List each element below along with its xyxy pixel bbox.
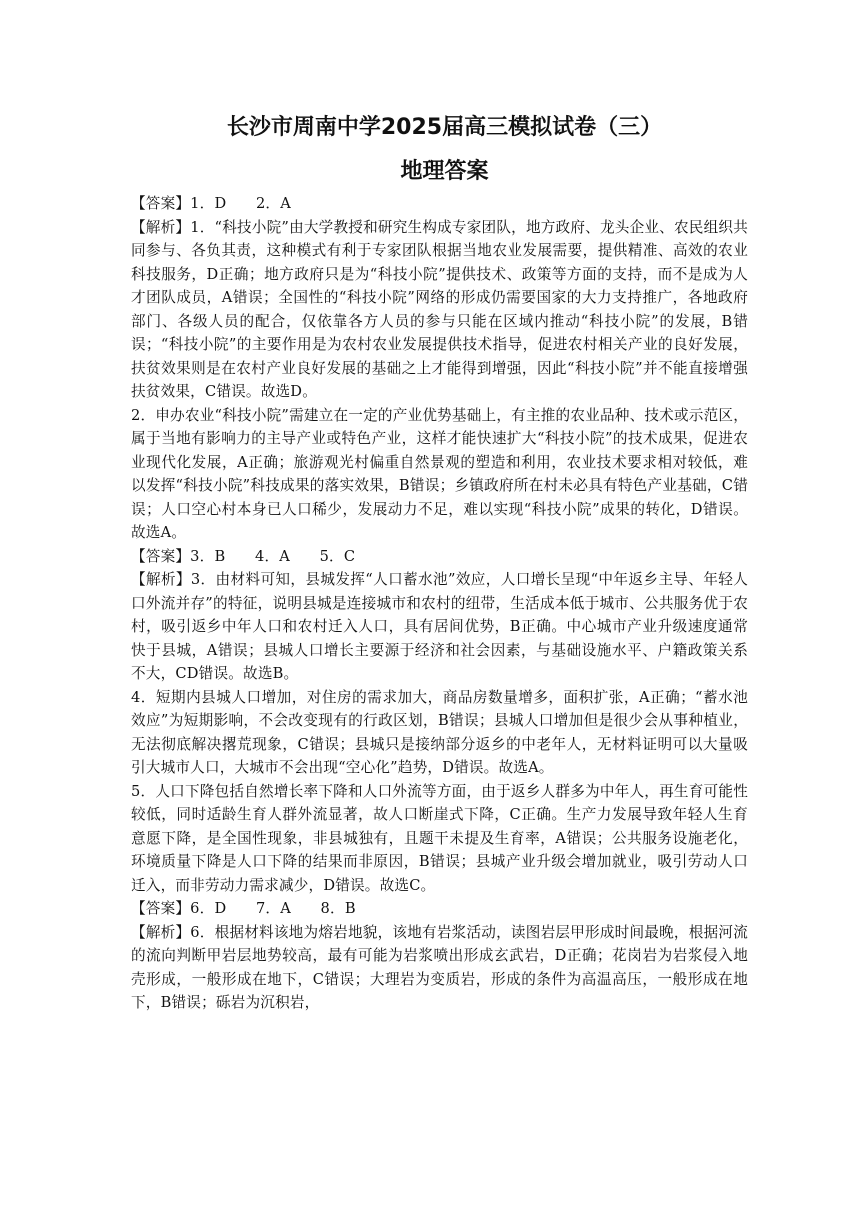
answer-line-3-5: 【答案】3．B 4．A 5．C [131,547,356,565]
explanation-q5: 5．人口下降包括自然增长率下降和人口外流等方面，由于返乡人群多为中年人，再生育可能性较低，同时适龄生育人群外流显著，故人口断崖式下降，C正确。生产力发展导致年轻人生育意愿下降，是全国性现象，非县城独有，且题干未提及生育率，A错误；公共服务设施老化，环境质量下降是人口下降的结果而非原因，B错误；县城产业升级会增加就业，吸引劳动人口迁入，而非劳动力需求减少，D错误。故选C。 [131,782,748,894]
answer-body [131,192,748,1015]
document-subtitle: 地理答案 [400,159,489,184]
explanation-q1: 【解析】1．“科技小院”由大学教授和研究生构成专家团队，地方政府、龙头企业、农民组织共同参与、各负其责，这种模式有利于专家团队根据当地农业发展需要，提供精准、高效的农业科技服务，D正确；地方政府只是为“科技小院”提供技术、政策等方面的支持，而不是成为人才团队成员，A错误；全国性的“科技小院”网络的形成仍需要国家的大力支持推广，各地政府部门、各级人员的配合，仅依靠各方人员的参与只能在区域内推动“科技小院”的发展，B错误；“科技小院”的主要作用是为农村农业发展提供技术指导，促进农村相关产业的良好发展，扶贫效果则是在农村产业良好发展的基础之上才能得到增强，因此“科技小院”并不能直接增强扶贫效果，C错误。故选D。 [131,218,748,400]
explanation-q3: 【解析】3．由材料可知，县城发挥“人口蓄水池”效应，人口增长呈现“中年返乡主导、年轻人口外流并存”的特征，说明县城是连接城市和农村的纽带，生活成本低于城市、公共服务优于农村，吸引返乡中年人口和农村迁入人口，具有居间优势，B正确。中心城市产业升级速度通常快于县城，A错误；县城人口增长主要源于经济和社会因素，与基础设施水平、户籍政策关系不大，CD错误。故选B。 [131,571,748,682]
explanation-q2: 2．申办农业“科技小院”需建立在一定的产业优势基础上，有主推的农业品种、技术或示范区，属于当地有影响力的主导产业或特色产业，这样才能快速扩大“科技小院”的技术成果，促进农业现代化发展，A正确；旅游观光村偏重自然景观的塑造和利用，农业技术要求相对较低，难以发挥“科技小院”科技成果的落实效果，B错误；乡镇政府所在村未必具有特色产业基础，C错误；人口空心村本身已人口稀少，发展动力不足，难以实现“科技小院”成果的转化，D错误。故选A。 [131,406,748,541]
explanation-q4: 4．短期内县城人口增加，对住房的需求加大，商品房数量增多，面积扩张，A正确；“蓄水池效应”为短期影响，不会改变现有的行政区划，B错误；县城人口增加但是很少会从事种植业，无法彻底解决撂荒现象，C错误；县城只是接纳部分返乡的中老年人，无材料证明可以大量吸引大城市人口，大城市不会出现“空心化”趋势，D错误。故选A。 [131,688,748,776]
document-title: 长沙市周南中学2025届高三模拟试卷（三） [226,115,663,140]
answer-line-6-8: 【答案】6．D 7．A 8．B [131,900,356,917]
explanation-q6: 【解析】6．根据材料该地为熔岩地貌，该地有岩浆活动，读图岩层甲形成时间最晚，根据河流的流向判断甲岩层地势较高，最有可能为岩浆喷出形成玄武岩，D正确；花岗岩为岩浆侵入地壳形成，一般形成在地下，C错误；大理岩为变质岩，形成的条件为高温高压，一般形成在地下，B错误；砾岩为沉积岩， [131,923,748,1011]
answer-line-1-2: 【答案】1．D 2．A [131,195,291,212]
